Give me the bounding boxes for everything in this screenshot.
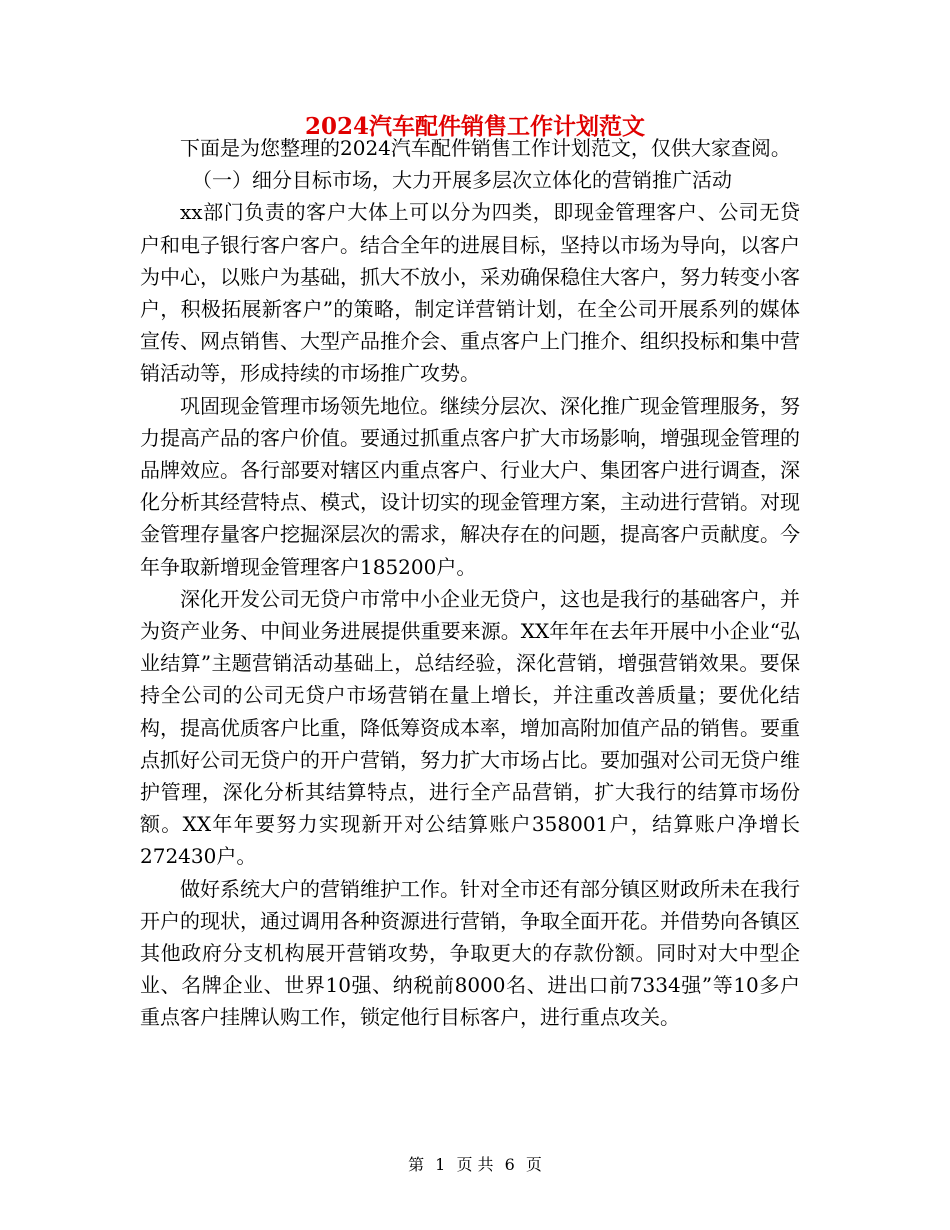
document-title: 2024汽车配件销售工作计划范文 [304, 113, 645, 140]
body-paragraph: 深化开发公司无贷户市常中小企业无贷户，这也是我行的基础客户，并为资产业务、中间业务进展提供重要来源。XX年年在去年开展中小企业“弘业结算”主题营销活动基础上，总结经验，深化营销，增强营销效果。要保持全公司的公司无贷户市场营销在量上增长，并注重改善质量；要优化结构，提高优质客户比重，降低筹资成本率，增加高附加值产品的销售。要重点抓好公司无贷户的开户营销，努力扩大市场占比。要加强对公司无贷户维护管理，深化分析其结算特点，进行全产品营销，扩大我行的结算市场份额。XX年年要努力实现新开对公结算账户358001户，结算账户净增长272430户。 [140, 586, 800, 869]
page-footer [0, 1154, 950, 1176]
intro-paragraph: 下面是为您整理的2024汽车配件销售工作计划范文，仅供大家查阅。 [180, 136, 791, 160]
section-heading: （一）细分目标市场，大力开展多层次立体化的营销推广活动 [192, 168, 732, 193]
footer-prefix: 第 [408, 1155, 425, 1174]
body-paragraph: 巩固现金管理市场领先地位。继续分层次、深化推广现金管理服务，努力提高产品的客户价值。要通过抓重点客户扩大市场影响，增强现金管理的品牌效应。各行部要对辖区内重点客户、行业大户、集团客户进行调查，深化分析其经营特点、模式，设计切实的现金管理方案，主动进行营销。对现金管理存量客户挖掘深层次的需求，解决存在的问题，提高客户贡献度。今年争取新增现金管理客户185200户。 [140, 393, 800, 579]
footer-suffix: 页 [525, 1155, 542, 1174]
footer-middle: 页 共 [456, 1155, 494, 1174]
footer-total-pages: 6 [504, 1155, 515, 1174]
document-body [140, 132, 800, 1034]
body-paragraph: 做好系统大户的营销维护工作。针对全市还有部分镇区财政所未在我行开户的现状，通过调用各种资源进行营销，争取全面开花。并借势向各镇区其他政府分支机构展开营销攻势，争取更大的存款份额。同时对大中型企业、名牌企业、世界10强、纳税前8000名、进出口前7334强”等10多户重点客户挂牌认购工作，锁定他行目标客户，进行重点攻关。 [140, 876, 800, 1030]
body-paragraph: xx部门负责的客户大体上可以分为四类，即现金管理客户、公司无贷户和电子银行客户客户。结合全年的进展目标，坚持以市场为导向，以客户为中心，以账户为基础，抓大不放小，采劝确保稳住大客户，努力转变小客户，积极拓展新客户”的策略，制定详营销计划，在全公司开展系列的媒体宣传、网点销售、大型产品推介会、重点客户上门推介、组织投标和集中营销活动等，形成持续的市场推广攻势。 [140, 200, 800, 386]
footer-page-number: 1 [435, 1155, 446, 1174]
